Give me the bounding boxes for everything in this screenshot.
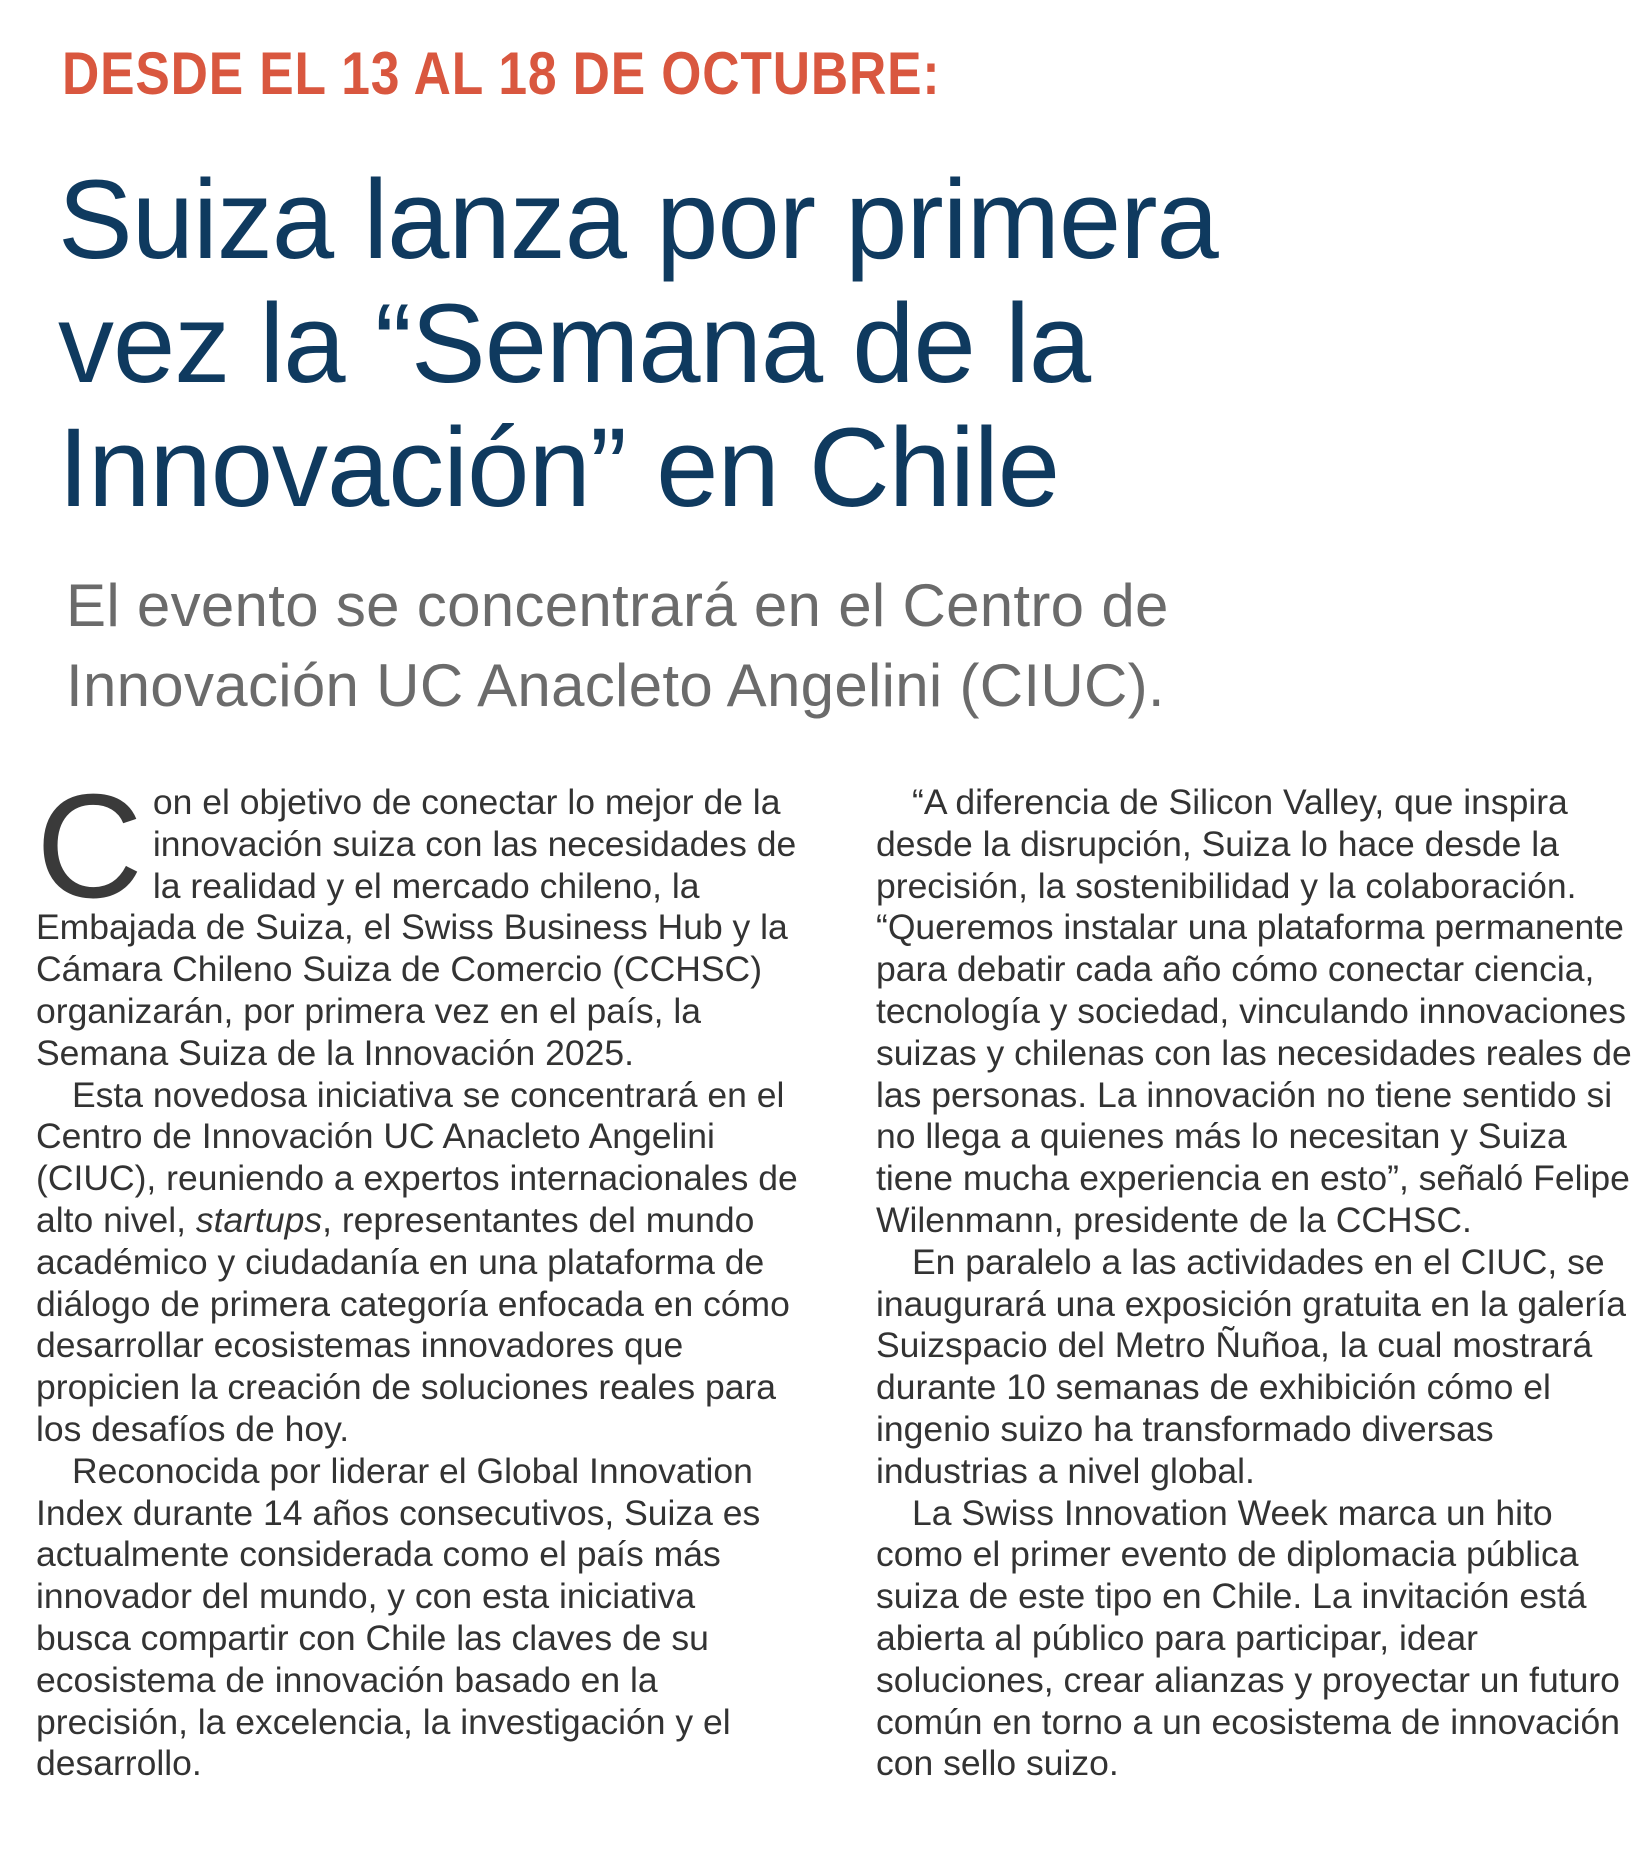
article-headline: Suiza lanza por primera vez la “Semana de la Innovación” en Chile bbox=[58, 157, 1218, 530]
body-paragraph-4: “A diferencia de Silicon Valley, que inspira desde la disrupción, Suiza lo hace desde la precisión, la sostenibilidad y la colaboración. “Queremos instalar una plataforma permanente para debatir cada año cómo conectar ciencia, tecnología y sociedad, vinculando innovaciones suizas y chilenas con las necesidades reales de las personas. La innovación no tiene sentido si no llega a quienes más lo necesitan y Suiza tiene mucha experiencia en esto”, señaló Felipe Wilenmann, presidente de la CCHSC. bbox=[876, 782, 1632, 1240]
body-paragraph-6: La Swiss Innovation Week marca un hito como el primer evento de diplomacia pública suiza de este tipo en Chile. La invitación está abierta al público para participar, idear soluciones, crear alianzas y proyectar un futuro común en torno a un ecosistema de innovación con sello suizo. bbox=[876, 1492, 1620, 1784]
body-paragraph-2-text-a: Esta novedosa iniciativa se concentrará en el Centro de Innovación UC Anacleto Angelini (CIUC), reuniendo a expertos internacionales de alto nivel, bbox=[36, 1074, 798, 1240]
body-paragraph-2-text-b: , representantes del mundo académico y ciudadanía en una plataforma de diálogo de primera categoría enfocada en cómo desarrollar ecosistemas innovadores que propicien la creación de soluciones reales para los desafíos de hoy. bbox=[36, 1199, 790, 1449]
body-paragraph-3: Reconocida por liderar el Global Innovation Index durante 14 años consecutivos, Suiza es actualmente considerada como el país más innovador del mundo, y con esta iniciativa busca compartir con Chile las claves de su ecosistema de innovación basado en la precisión, la excelencia, la investigación y el desarrollo. bbox=[36, 1450, 761, 1784]
body-paragraph-5: En paralelo a las actividades en el CIUC, se inaugurará una exposición gratuita en la galería Suizspacio del Metro Ñuñoa, la cual mostrará durante 10 semanas de exhibición cómo el ingenio suizo ha transformado diversas industrias a nivel global. bbox=[876, 1241, 1626, 1491]
article-deck: El evento se concentrará en el Centro de Innovación UC Anacleto Angelini (CIUC). bbox=[66, 572, 1169, 719]
body-paragraph-1 bbox=[36, 764, 798, 1075]
article-kicker: DESDE EL 13 AL 18 DE OCTUBRE: bbox=[62, 40, 941, 107]
drop-cap: C bbox=[36, 764, 143, 929]
body-paragraph-2 bbox=[36, 1075, 798, 1451]
article-column-right bbox=[876, 782, 1636, 1785]
article-column-left bbox=[36, 764, 798, 1785]
body-paragraph-1-text: on el objetivo de conectar lo mejor de la innovación suiza con las necesidades de la realidad y el mercado chileno, la Embajada de Suiza, el Swiss Business Hub y la Cámara Chileno Suiza de Comercio (CCHSC) organizarán, por primera vez en el país, la Semana Suiza de la Innovación 2025. bbox=[36, 782, 797, 1073]
startups-emphasis: startups bbox=[195, 1199, 323, 1240]
